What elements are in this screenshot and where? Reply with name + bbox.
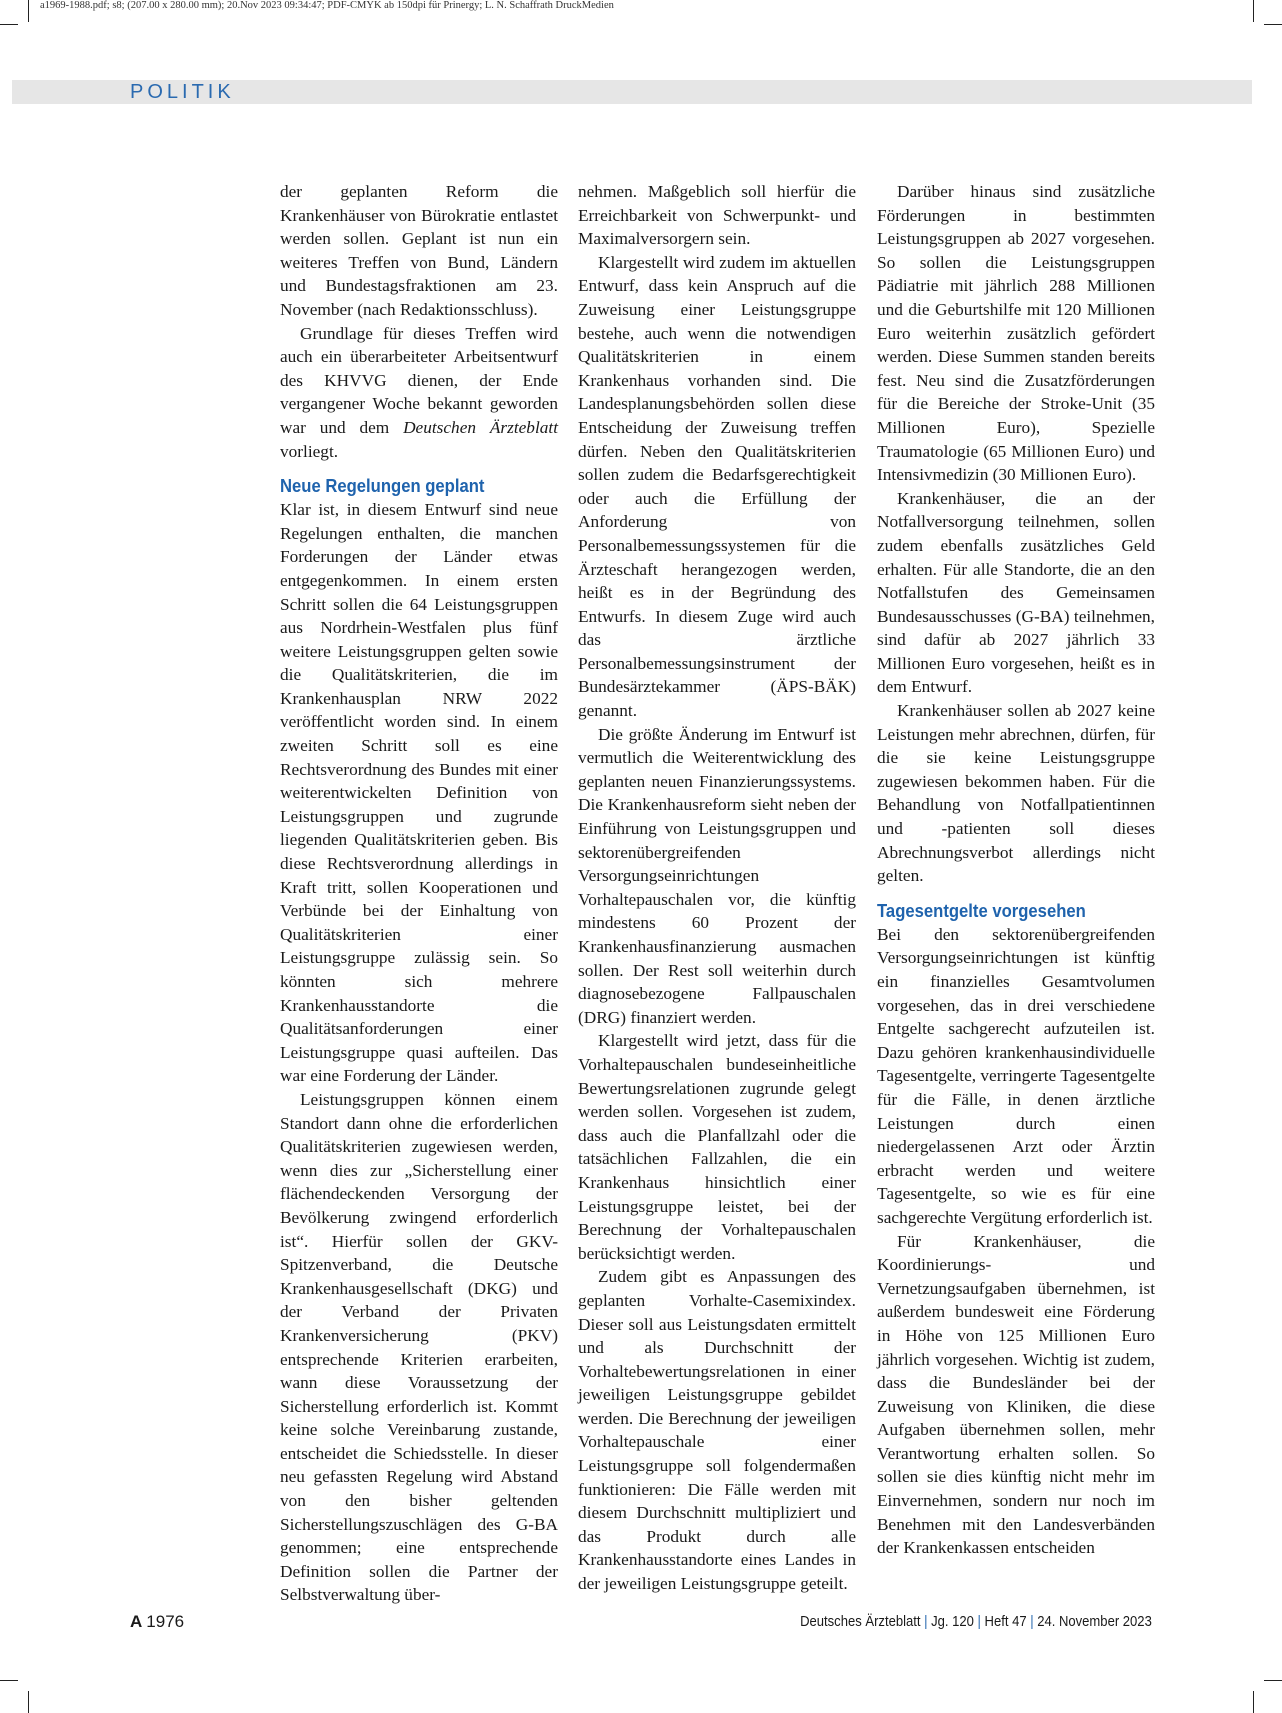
paragraph: nehmen. Maßgeblich soll hierfür die Erreichbarkeit von Schwerpunkt- und Maximalversorgern sein.	[578, 182, 856, 249]
journal-volume: Jg. 120	[931, 1614, 975, 1630]
print-info: a1969-1988.pdf; s8; (207.00 x 280.00 mm); 20.Nov 2023 09:34:47; PDF-CMYK ab 150dpi für Prinergy; L. N. Schaffrath DruckMedien	[40, 0, 614, 11]
journal-info: Deutsches Ärzteblatt | Jg. 120 | Heft 47 | 24. November 2023	[800, 1614, 1152, 1630]
crop-mark	[1264, 24, 1282, 25]
paragraph: Klargestellt wird jetzt, dass für die Vorhaltepauschalen bundeseinheitliche Bewertungsrelationen zugrunde gelegt werden sollen. Vorgesehen ist zudem, dass auch die Planfallzahl oder die tatsächlichen Fallzahlen, die ein Krankenhaus hinsichtlich einer Leistungsgruppe leistet, bei der Berechnung der Vorhaltepauschalen berücksichtigt werden.	[578, 1031, 856, 1263]
crop-mark	[28, 1691, 29, 1713]
crop-mark	[1264, 1680, 1282, 1681]
journal-name: Deutsches Ärzteblatt	[800, 1614, 921, 1630]
paragraph: Krankenhäuser, die an der Notfallversorgung teilnehmen, sollen zudem ebenfalls zusätzliches Geld erhalten. Für alle Standorte, die an den Notfallstufen des Gemeinsamen Bundesausschusses (G-BA) teilnehmen, sind dafür ab 2027 jährlich 33 Millionen Euro vorgesehen, heißt es in dem Entwurf.	[877, 488, 1155, 697]
paragraph: Bei den sektorenübergreifenden Versorgungseinrichtungen ist künftig ein finanzielles Gesamtvolumen vorgesehen, das in drei verschiedene Entgelte sachgerecht aufzuteilen ist. Dazu gehören krankenhausindividuelle Tagesentgelte, verringerte Tagesentgelte für die Fälle, in denen ärztliche Leistungen durch einen niedergelassenen Arzt oder Ärztin erbracht werden und weitere Tagesentgelte, so wie es für eine sachgerechte Vergütung erforderlich ist.	[877, 924, 1155, 1227]
text-column-1	[280, 180, 558, 1607]
paragraph: Darüber hinaus sind zusätzliche Förderungen in bestimmten Leistungsgruppen ab 2027 vorgesehen. So sollen die Leistungsgruppen Pädiatrie mit jährlich 288 Millionen und die Geburtshilfe mit 120 Millionen Euro weiterhin zusätzlich gefördert werden. Diese Summen standen bereits fest. Neu sind die Zusatzförderungen für die Bereiche der Stroke-Unit (35 Millionen Euro), Spezielle Traumatologie (65 Millionen Euro) und Intensivmedizin (30 Millionen Euro).	[877, 182, 1155, 485]
paragraph: Klar ist, in diesem Entwurf sind neue Regelungen enthalten, die manchen Forderungen der Länder etwas entgegenkommen. In einem ersten Schritt sollen die 64 Leistungsgruppen aus Nordrhein-Westfalen plus fünf weitere Leistungsgruppen gelten sowie die Qualitätskriterien, die im Krankenhausplan NRW 2022 veröffentlicht worden sind. In einem zweiten Schritt soll es eine Rechtsverordnung des Bundes mit einer weiterentwickelten Definition von Leistungsgruppen und zugrunde liegenden Qualitätskriterien geben. Bis diese Rechtsverordnung allerdings in Kraft tritt, sollen Kooperationen und Verbünde bei der Einhaltung von Qualitätskriterien einer Leistungsgruppe zulässig sein. So könnten sich mehrere Krankenhausstandorte die Qualitätsanforderungen einer Leistungsgruppe quasi aufteilen. Das war eine Forderung der Länder.	[280, 500, 558, 1086]
crop-mark	[0, 24, 18, 25]
page-number	[130, 1612, 184, 1632]
paragraph: Krankenhäuser sollen ab 2027 keine Leistungen mehr abrechnen, dürfen, für die sie keine Leistungsgruppe zugewiesen bekommen haben. Für die Behandlung von Notfallpatientinnen und -patienten soll dieses Abrechnungsverbot allerdings nicht gelten.	[877, 701, 1155, 886]
paragraph: Klargestellt wird zudem im aktuellen Entwurf, dass kein Anspruch auf die Zuweisung einer Leistungsgruppe bestehe, auch wenn die notwendigen Qualitätskriterien in einem Krankenhaus vorhanden sind. Die Landesplanungsbehörden sollen diese Entscheidung der Zuweisung treffen dürfen. Neben den Qualitätskriterien sollen zudem die Bedarfsgerechtigkeit oder auch die Erfüllung der Anforderung von Personalbemessungssystemen für die Ärzteschaft herangezogen werden, heißt es in der Begründung des Entwurfs. In diesem Zuge wird auch das ärztliche Personalbemessungsinstrument der Bundesärztekammer (ÄPS-BÄK) genannt.	[578, 252, 856, 721]
text-column-3	[877, 180, 1155, 1560]
crop-mark	[0, 1680, 18, 1681]
paragraph: der geplanten Reform die Krankenhäuser von Bürokratie entlastet werden sollen. Geplant ist nun ein weiteres Treffen von Bund, Ländern und Bundestagsfraktionen am 23. November (nach Redaktionsschluss).	[280, 182, 558, 319]
page-number-value: 1976	[146, 1612, 185, 1631]
section-heading: Tagesentgelte vorgesehen	[877, 899, 1086, 921]
section-heading: Neue Regelungen geplant	[280, 475, 485, 497]
crop-mark	[1253, 0, 1254, 22]
journal-issue: Heft 47	[984, 1614, 1027, 1630]
paragraph: Grundlage für dieses Treffen wird auch ein überarbeiteter Arbeitsentwurf des KHVVG dienen, der Ende vergangener Woche bekannt geworden war und dem Deutschen Ärzteblatt vorliegt.	[280, 323, 558, 461]
page-prefix: A	[130, 1612, 143, 1631]
crop-mark	[28, 0, 29, 22]
paragraph: Zudem gibt es Anpassungen des geplanten Vorhalte-Casemixindex. Dieser soll aus Leistungsdaten ermittelt und als Durchschnitt der Vorhaltebewertungsrelationen in einer jeweiligen Leistungsgruppe gebildet werden. Die Berechnung der jeweiligen Vorhaltepauschale einer Leistungsgruppe soll folgendermaßen funktionieren: Die Fälle werden mit diesem Durchschnitt multipliziert und das Produkt durch alle Krankenhausstandorte eines Landes in der jeweiligen Leistungsgruppe geteilt.	[578, 1267, 856, 1594]
paragraph: Leistungsgruppen können einem Standort dann ohne die erforderlichen Qualitätskriterien zugewiesen werden, wenn dies zur „Sicherstellung einer flächendeckenden Versorgung der Bevölkerung zwingend erforderlich ist“. Hierfür sollen der GKV-Spitzenverband, die Deutsche Krankenhausgesellschaft (DKG) und der Verband der Privaten Krankenversicherung (PKV) entsprechende Kriterien erarbeiten, wann diese Voraussetzung der Sicherstellung erforderlich ist. Kommt keine solche Vereinbarung zustande, entscheidet die Schiedsstelle. In dieser neu gefassten Regelung wird Abstand von den bisher geltenden Sicherstellungszuschlägen des G-BA genommen; eine entsprechende Definition sollen die Partner der Selbstverwaltung über-	[280, 1089, 558, 1605]
crop-mark	[1253, 1691, 1254, 1713]
journal-date: 24. November 2023	[1037, 1614, 1152, 1630]
paragraph: Für Krankenhäuser, die Koordinierungs- und Vernetzungsaufgaben übernehmen, ist außerdem bundesweit eine Förderung in Höhe von 125 Millionen Euro jährlich vorgesehen. Wichtig ist zudem, dass die Bundesländer bei der Zuweisung von Kliniken, die diese Aufgaben übernehmen sollen, mehr Verantwortung erhalten sollen. So sollen sie dies künftig nicht mehr im Einvernehmen, sondern nur noch im Benehmen mit den Landesverbänden der Krankenkassen entscheiden	[877, 1231, 1155, 1558]
paragraph: Die größte Änderung im Entwurf ist vermutlich die Weiterentwicklung des geplanten neuen Finanzierungssystems. Die Krankenhausreform sieht neben der Einführung von Leistungsgruppen und sektorenübergreifenden Versorgungseinrichtungen Vorhaltepauschalen vor, die künftig mindestens 60 Prozent der Krankenhausfinanzierung ausmachen sollen. Der Rest soll weiterhin durch diagnosebezogene Fallpauschalen (DRG) finanziert werden.	[578, 724, 856, 1027]
text-column-2	[578, 180, 856, 1596]
section-label: POLITIK	[130, 81, 235, 103]
